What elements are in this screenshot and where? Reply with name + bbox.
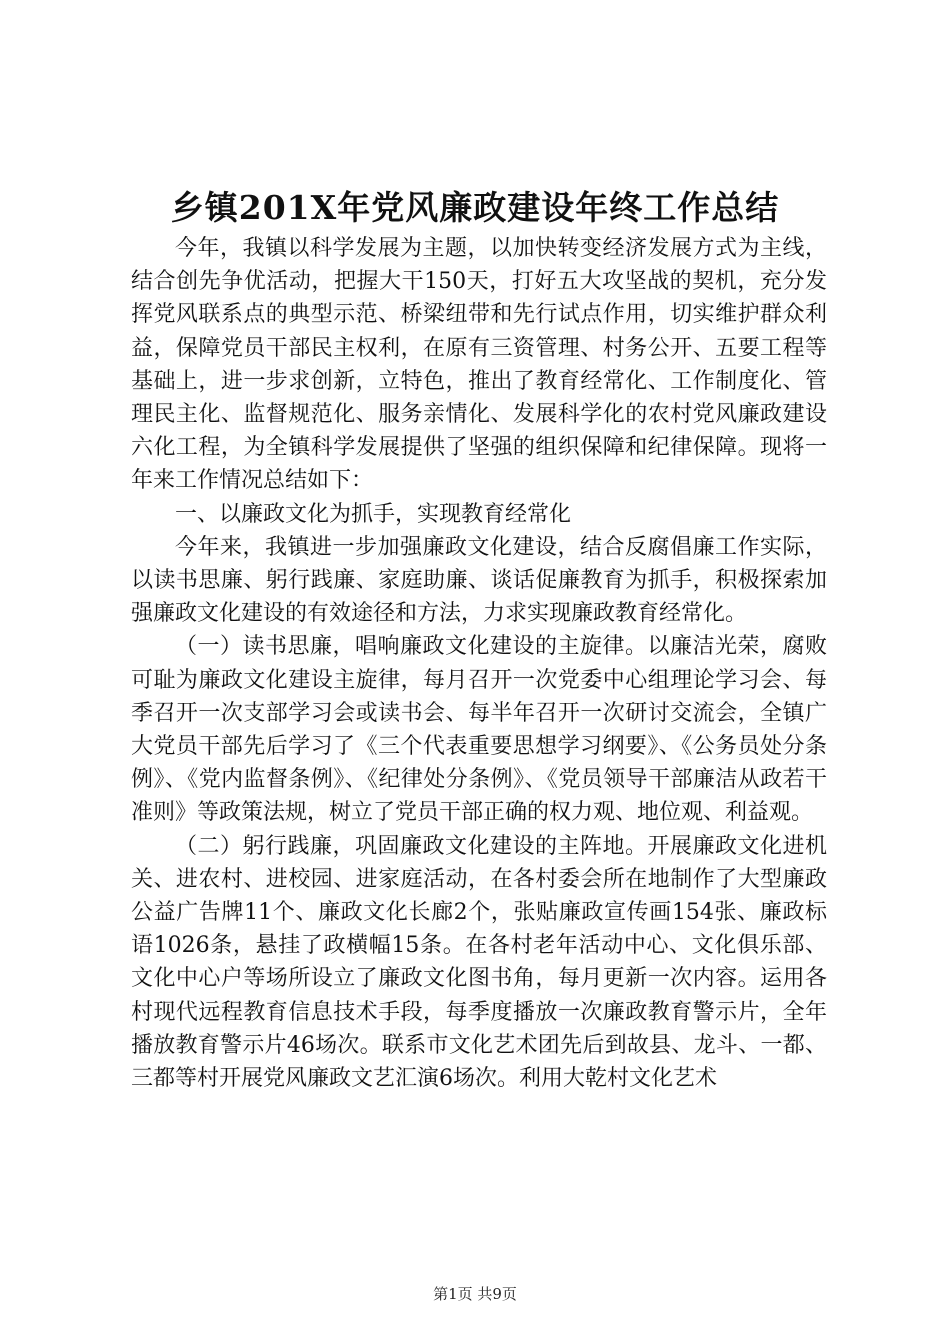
document-body [131, 232, 827, 1095]
section-heading-1: 一、以廉政文化为抓手，实现教育经常化 [175, 501, 572, 527]
intro-paragraph: 今年，我镇以科学发展为主题，以加快转变经济发展方式为主线，结合创先争优活动，把握大干150天，打好五大攻坚战的契机，充分发挥党风联系点的典型示范、桥梁纽带和先行试点作用，切实维护群众利益，保障党员干部民主权利，在原有三资管理、村务公开、五要工程等基础上，进一步求创新，立特色，推出了教育经常化、工作制度化、管理民主化、监督规范化、服务亲情化、发展科学化的农村党风廉政建设六化工程，为全镇科学发展提供了坚强的组织保障和纪律保障。现将一年来工作情况总结如下： [131, 236, 827, 494]
page-number-footer: 第1页 共9页 [433, 1285, 517, 1303]
subsection-1-paragraph: （一）读书思廉，唱响廉政文化建设的主旋律。以廉洁光荣，腐败可耻为廉政文化建设主旋律，每月召开一次党委中心组理论学习会、每季召开一次支部学习会或读书会、每半年召开一次研讨交流会，全镇广大党员干部先后学习了《三个代表重要思想学习纲要》、《公务员处分条例》、《党内监督条例》、《纪律处分条例》、《党员领导干部廉洁从政若干准则》等政策法规，树立了党员干部正确的权力观、地位观、利益观。 [131, 634, 827, 826]
document-title: 乡镇201X年党风廉政建设年终工作总结 [170, 188, 780, 227]
section-1-paragraph: 今年来，我镇进一步加强廉政文化建设，结合反腐倡廉工作实际，以读书思廉、躬行践廉、家庭助廉、谈话促廉教育为抓手，积极探索加强廉政文化建设的有效途径和方法，力求实现廉政教育经常化。 [131, 534, 827, 627]
subsection-2-paragraph: （二）躬行践廉，巩固廉政文化建设的主阵地。开展廉政文化进机关、进农村、进校园、进家庭活动，在各村委会所在地制作了大型廉政公益广告牌11个、廉政文化长廊2个，张贴廉政宣传画154张、廉政标语1026条，悬挂了政横幅15条。在各村老年活动中心、文化俱乐部、文化中心户等场所设立了廉政文化图书角，每月更新一次内容。运用各村现代远程教育信息技术手段，每季度播放一次廉政教育警示片，全年播放教育警示片46场次。联系市文化艺术团先后到故县、龙斗、一都、三都等村开展党风廉政文艺汇演6场次。利用大乾村文化艺术 [131, 833, 827, 1092]
